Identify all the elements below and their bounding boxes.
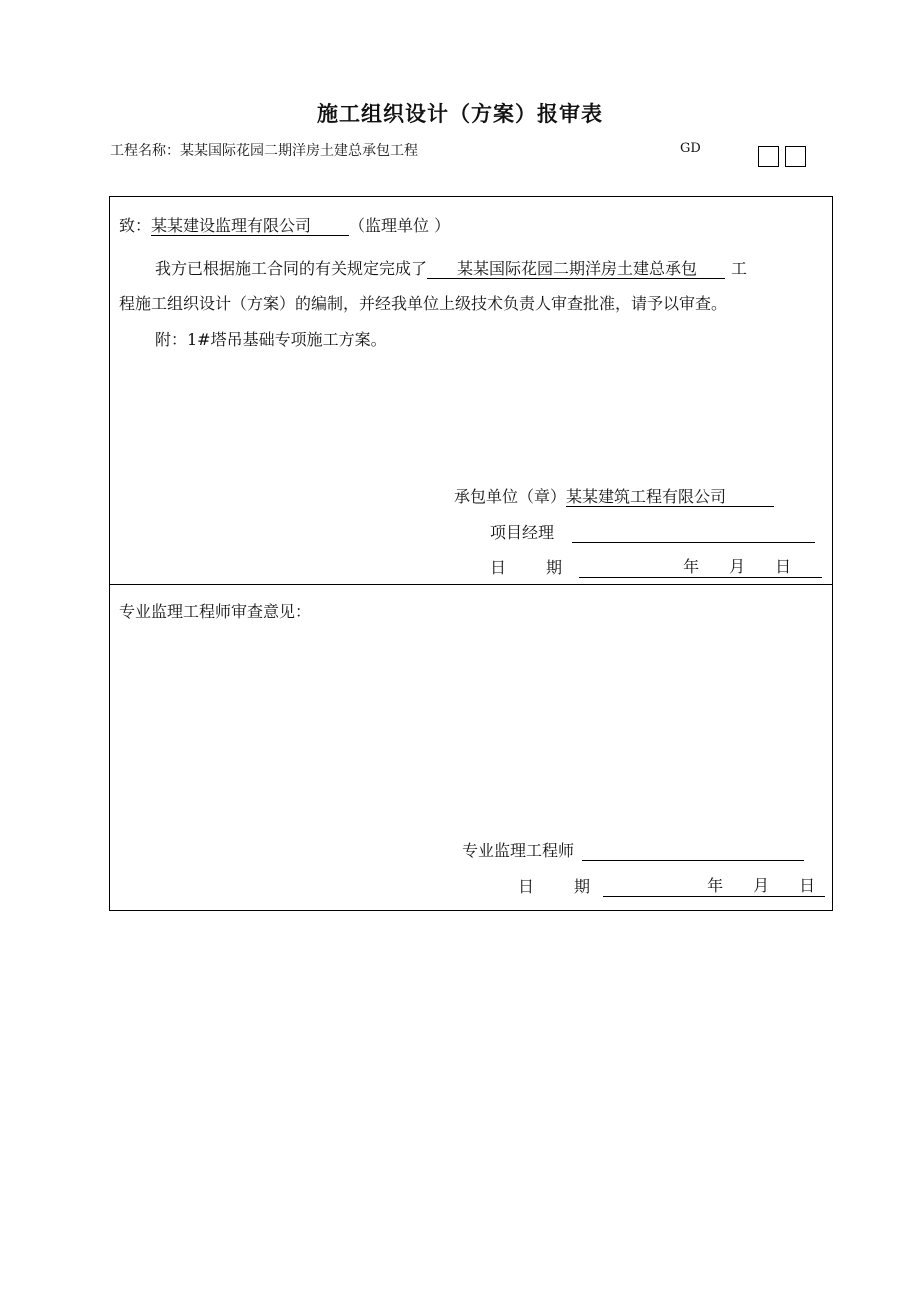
engineer-line	[462, 838, 804, 861]
year-label: 年	[683, 557, 700, 576]
project-name-line	[110, 140, 418, 160]
review-date-line	[518, 874, 825, 897]
review-year-label: 年	[707, 876, 724, 895]
number-box-2[interactable]	[785, 146, 806, 167]
number-box-1[interactable]	[758, 146, 779, 167]
addressee-prefix: 致：	[119, 216, 152, 235]
day-label: 日	[775, 557, 792, 576]
supervisor-company: 某某建设监理有限公司	[151, 217, 349, 236]
review-heading: 专业监理工程师审查意见：	[119, 602, 312, 621]
paragraph-project-name: 某某国际花园二期洋房土建总承包	[427, 260, 725, 279]
submission-date-line	[490, 555, 822, 578]
addressee-line	[119, 213, 450, 236]
month-label: 月	[729, 557, 746, 576]
paragraph-line-2: 程施工组织设计（方案）的编制，并经我单位上级技术负责人审查批准，请予以审查。	[119, 294, 728, 313]
contractor-submission-section	[110, 197, 832, 585]
form-title: 施工组织设计（方案）报审表	[317, 101, 603, 126]
review-month-label: 月	[753, 876, 770, 895]
project-name-value: 某某国际花园二期洋房土建总承包工程	[180, 143, 418, 159]
project-name-label: 工程名称：	[110, 143, 180, 159]
paragraph-prefix: 我方已根据施工合同的有关规定完成了	[155, 259, 428, 278]
review-date-field[interactable]	[603, 878, 825, 897]
project-manager-signature-field[interactable]	[572, 524, 815, 543]
review-day-label: 日	[799, 876, 816, 895]
contractor-name: 某某建筑工程有限公司	[566, 488, 774, 507]
supervisor-unit-label: （监理单位 ）	[349, 216, 451, 235]
attachment-line: 附：1#塔吊基础专项施工方案。	[155, 330, 387, 349]
review-date-label-char-1: 日	[518, 877, 535, 896]
date-label-char-1: 日	[490, 558, 507, 577]
paragraph-suffix: 工	[731, 259, 748, 278]
project-manager-line	[490, 520, 815, 543]
contractor-label: 承包单位（章）	[454, 487, 567, 506]
engineer-label: 专业监理工程师	[462, 841, 575, 860]
submission-date-field[interactable]	[579, 559, 822, 578]
review-form-table	[109, 196, 833, 911]
engineer-signature-field[interactable]	[582, 842, 804, 861]
form-code: GD	[680, 141, 701, 156]
paragraph-line-1	[155, 256, 747, 279]
project-manager-label: 项目经理	[490, 523, 555, 542]
engineer-review-section	[110, 585, 832, 910]
date-label-char-2: 期	[546, 558, 563, 577]
review-date-label-char-2: 期	[574, 877, 591, 896]
contractor-line	[454, 484, 774, 507]
